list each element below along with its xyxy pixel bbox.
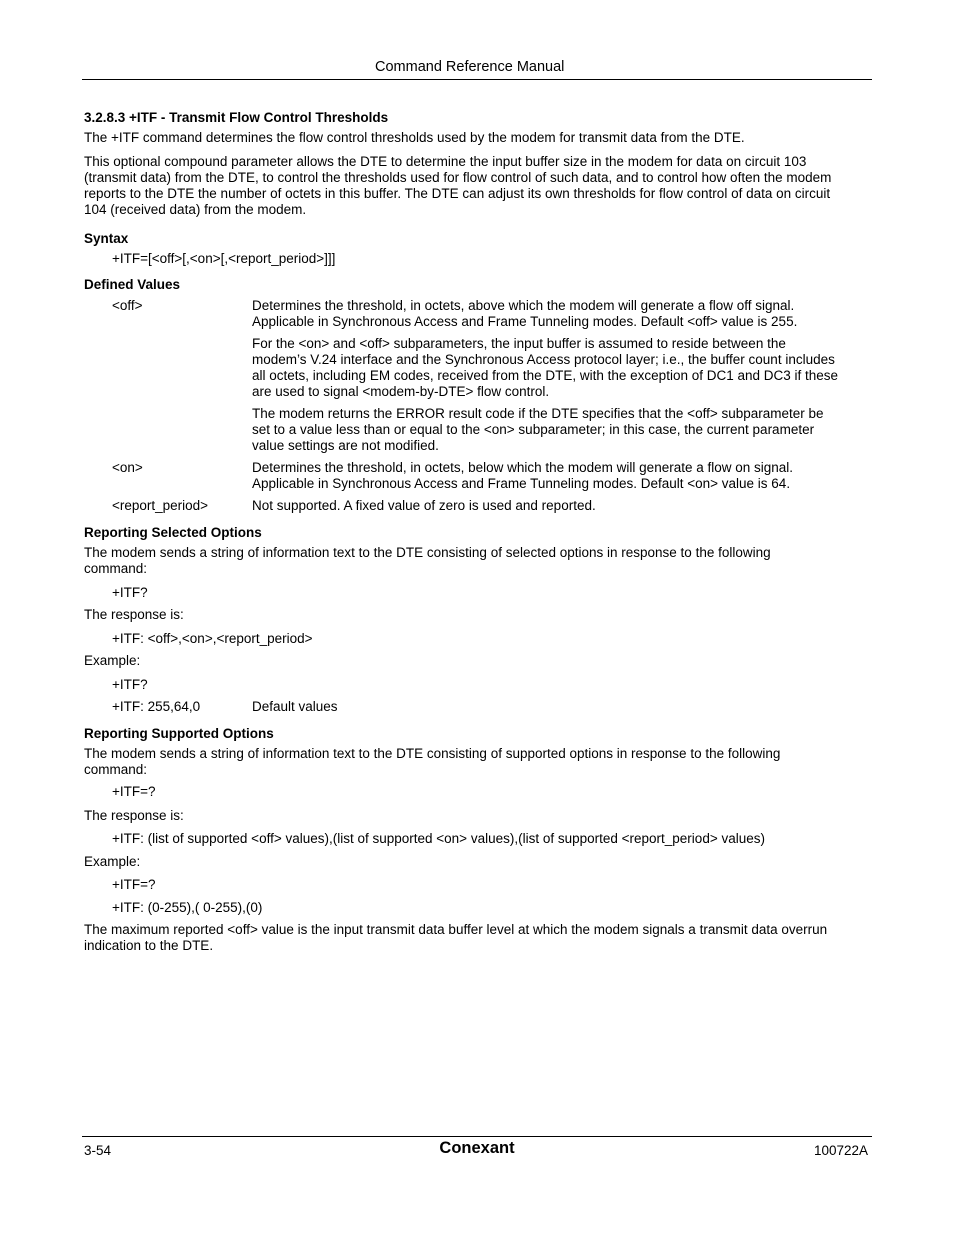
supported-command: +ITF=? [112, 784, 156, 799]
example-label: Example: [84, 854, 141, 869]
off-desc-line: Determines the threshold, in octets, above which the modem will generate a flow off signal. [252, 298, 795, 313]
example-response: +ITF: 255,64,0 [112, 699, 201, 714]
syntax-heading: Syntax [84, 231, 129, 246]
defined-values-heading: Defined Values [84, 277, 181, 292]
on-desc-line: Applicable in Synchronous Access and Frame Tunneling modes. Default <on> value is 64. [252, 476, 791, 491]
document-number: 100722A [814, 1143, 869, 1158]
header-rule [82, 79, 872, 80]
section-heading: 3.2.8.3 +ITF - Transmit Flow Control Thresholds [84, 110, 389, 125]
company-name: Conexant [439, 1139, 515, 1157]
off-desc-line: value settings are not modified. [252, 438, 439, 453]
off-desc-line: are used to signal <modem-by-DTE> flow control. [252, 384, 550, 399]
selected-text-line: The modem sends a string of information text to the DTE consisting of selected options in response to the following [84, 545, 771, 560]
off-term: <off> [112, 298, 143, 313]
para-line: reports to the DTE the number of octets in this buffer. The DTE can adjust its own thresholds for flow control of data on circuit [84, 186, 831, 201]
example-label: Example: [84, 653, 141, 668]
off-desc-line: Applicable in Synchronous Access and Frame Tunneling modes. Default <off> value is 255. [252, 314, 798, 329]
selected-text-line: command: [84, 561, 148, 576]
example-command: +ITF=? [112, 877, 156, 892]
supported-options-heading: Reporting Supported Options [84, 726, 274, 741]
supported-response: +ITF: (list of supported <off> values),(list of supported <on> values),(list of supported <report_period> values) [112, 831, 765, 846]
on-term: <on> [112, 460, 143, 475]
selected-response: +ITF: <off>,<on>,<report_period> [112, 631, 313, 646]
closing-line: indication to the DTE. [84, 938, 214, 953]
response-label: The response is: [84, 607, 184, 622]
closing-line: The maximum reported <off> value is the input transmit data buffer level at which the modem signals a transmit data overrun [84, 922, 828, 937]
example-note: Default values [252, 699, 338, 714]
response-label: The response is: [84, 808, 184, 823]
footer-rule [82, 1136, 872, 1137]
selected-command: +ITF? [112, 585, 148, 600]
para-line: 104 (received data) from the modem. [84, 202, 307, 217]
off-desc-line: The modem returns the ERROR result code if the DTE specifies that the <off> subparameter be [252, 406, 824, 421]
off-desc-line: all octets, including EM codes, received from the DTE, with the exception of DC1 and DC3 if these [252, 368, 839, 383]
report-period-term: <report_period> [112, 498, 209, 513]
example-command: +ITF? [112, 677, 148, 692]
supported-text-line: command: [84, 762, 148, 777]
syntax-command: +ITF=[<off>[,<on>[,<report_period>]]] [112, 251, 336, 266]
off-desc-line: modem’s V.24 interface and the Synchronous Access protocol layer; i.e., the buffer count includes [252, 352, 835, 367]
running-header: Command Reference Manual [375, 59, 565, 75]
report-period-desc: Not supported. A fixed value of zero is used and reported. [252, 498, 596, 513]
intro-text: The +ITF command determines the flow control thresholds used by the modem for transmit data from the DTE. [84, 130, 745, 145]
page-number: 3-54 [84, 1143, 112, 1158]
on-desc-line: Determines the threshold, in octets, below which the modem will generate a flow on signal. [252, 460, 794, 475]
off-desc-line: set to a value less than or equal to the <on> subparameter; in this case, the current parameter [252, 422, 815, 437]
para-line: (transmit data) from the DTE, to control the thresholds used for flow control of such data, and to control how often the modem [84, 170, 832, 185]
selected-options-heading: Reporting Selected Options [84, 525, 262, 540]
supported-text-line: The modem sends a string of information text to the DTE consisting of supported options in response to the following [84, 746, 781, 761]
para-line: This optional compound parameter allows the DTE to determine the input buffer size in the modem for data on circuit 103 [84, 154, 807, 169]
off-desc-line: For the <on> and <off> subparameters, the input buffer is assumed to reside between the [252, 336, 786, 351]
example-response: +ITF: (0-255),( 0-255),(0) [112, 900, 263, 915]
